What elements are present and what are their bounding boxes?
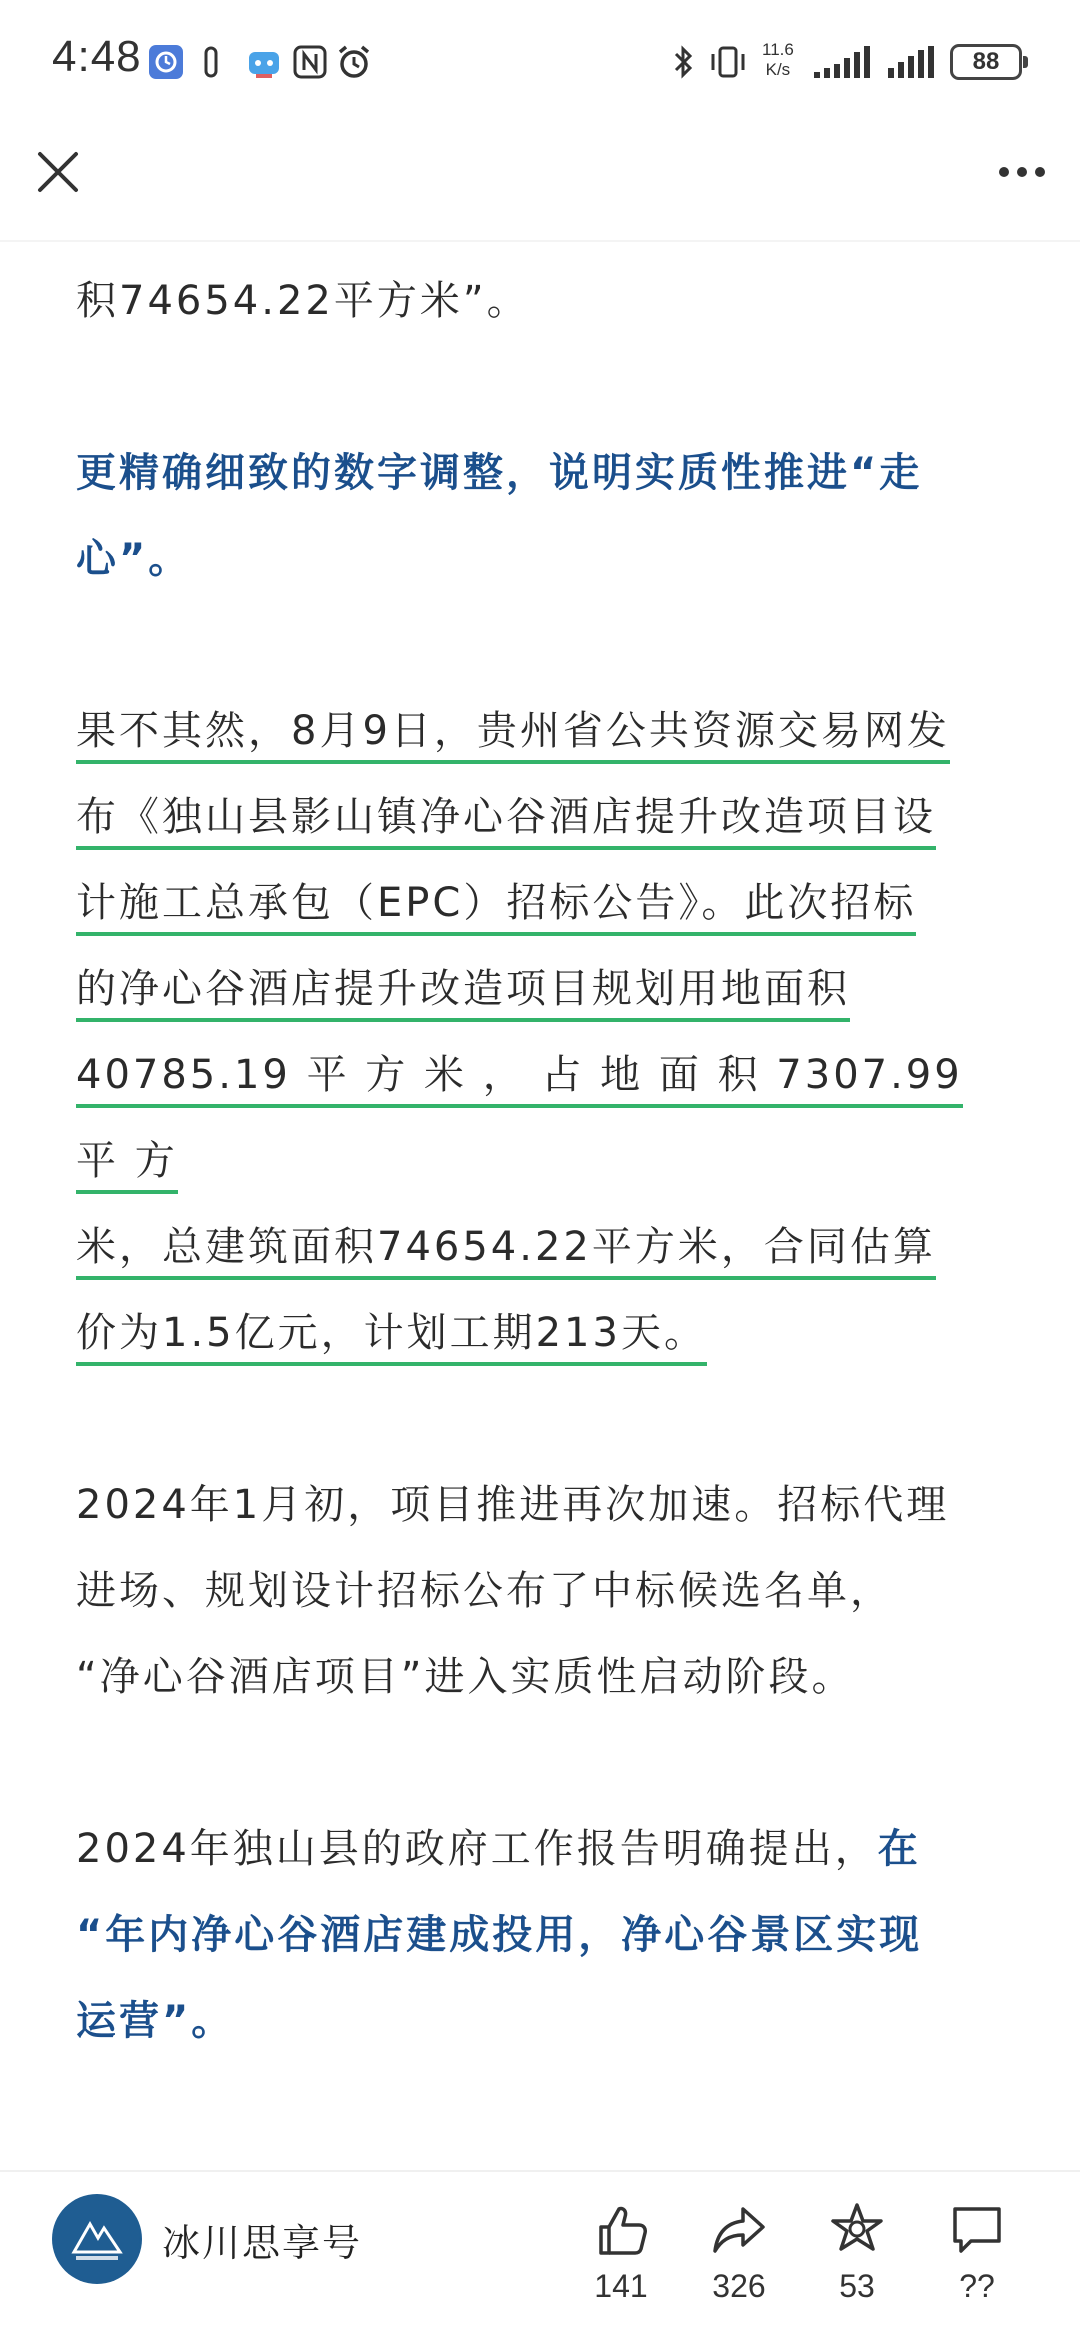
thumbs-up-icon bbox=[593, 2201, 649, 2257]
paragraph bbox=[76, 1462, 1006, 1720]
battery-indicator: 88 bbox=[950, 44, 1022, 80]
like-button[interactable] bbox=[566, 2196, 676, 2305]
highlight-line: 心”。 bbox=[76, 536, 192, 582]
comment-count: ?? bbox=[959, 2268, 995, 2304]
favorite-icon bbox=[829, 2201, 885, 2257]
like-count: 141 bbox=[594, 2268, 648, 2304]
close-icon bbox=[28, 142, 88, 202]
top-navigation bbox=[0, 120, 1080, 240]
nav-divider bbox=[0, 240, 1080, 242]
paragraph-line: 2024年独山县的政府工作报告明确提出， bbox=[76, 1826, 878, 1872]
paragraph-line: 进场、规划设计招标公布了中标候选名单， bbox=[76, 1568, 893, 1614]
link-icon bbox=[202, 44, 222, 80]
account-name[interactable]: 冰川思享号 bbox=[162, 2221, 363, 2265]
close-button[interactable] bbox=[28, 142, 88, 202]
favorite-button[interactable] bbox=[802, 2196, 912, 2305]
more-icon bbox=[992, 142, 1052, 202]
signal-icon-2 bbox=[886, 44, 938, 80]
nfc-icon bbox=[292, 44, 328, 80]
account-logo-icon bbox=[52, 2194, 142, 2284]
underlined-line: 计施工总承包（EPC）招标公告》。此次招标 bbox=[76, 880, 916, 936]
bluetooth-icon bbox=[670, 44, 698, 80]
status-time: 4:48 bbox=[52, 32, 142, 81]
network-speed: 11.6 K/s bbox=[762, 40, 794, 79]
underlined-line: 米，总建筑面积74654.22平方米，合同估算 bbox=[76, 1224, 936, 1280]
status-bar bbox=[0, 0, 1080, 120]
account-avatar[interactable] bbox=[52, 2194, 142, 2284]
more-options-button[interactable] bbox=[992, 142, 1052, 202]
share-count: 326 bbox=[712, 2268, 766, 2304]
underlined-line: 的净心谷酒店提升改造项目规划用地面积 bbox=[76, 966, 850, 1022]
paragraph-line: 2024年1月初，项目推进再次加速。招标代理 bbox=[76, 1482, 950, 1528]
vibrate-icon bbox=[708, 44, 748, 80]
signal-icon bbox=[812, 44, 874, 80]
underlined-line: 布《独山县影山镇净心谷酒店提升改造项目设 bbox=[76, 794, 936, 850]
emphasis-text: 运营”。 bbox=[76, 1998, 235, 2044]
paragraph-line: “净心谷酒店项目”进入实质性启动阶段。 bbox=[76, 1654, 855, 1700]
underlined-paragraph bbox=[76, 688, 1006, 1376]
paragraph bbox=[76, 1806, 1006, 2064]
underlined-line: 40785.19 平 方 米 ， 占 地 面 积 7307.99 平 方 bbox=[76, 1052, 963, 1194]
alarm-icon bbox=[336, 44, 372, 80]
bottom-action-bar bbox=[0, 2170, 1080, 2331]
comment-button[interactable] bbox=[922, 2196, 1032, 2305]
underlined-line: 果不其然，8月9日，贵州省公共资源交易网发 bbox=[76, 708, 950, 764]
paragraph-fragment: 积74654.22平方米”。 bbox=[76, 278, 530, 324]
emphasis-text: 在 bbox=[877, 1826, 921, 1872]
comment-icon bbox=[949, 2201, 1005, 2257]
robot-notification-icon bbox=[246, 44, 282, 80]
article-body bbox=[76, 258, 1006, 2236]
favorite-count: 53 bbox=[839, 2268, 875, 2304]
share-icon bbox=[711, 2201, 767, 2257]
app-notification-icon bbox=[148, 44, 184, 80]
underlined-line: 价为1.5亿元，计划工期213天。 bbox=[76, 1310, 707, 1366]
highlight-paragraph bbox=[76, 430, 1006, 602]
share-button[interactable] bbox=[684, 2196, 794, 2305]
emphasis-text: “年内净心谷酒店建成投用，净心谷景区实现 bbox=[76, 1912, 923, 1958]
highlight-line: 更精确细致的数字调整，说明实质性推进“走 bbox=[76, 450, 923, 496]
